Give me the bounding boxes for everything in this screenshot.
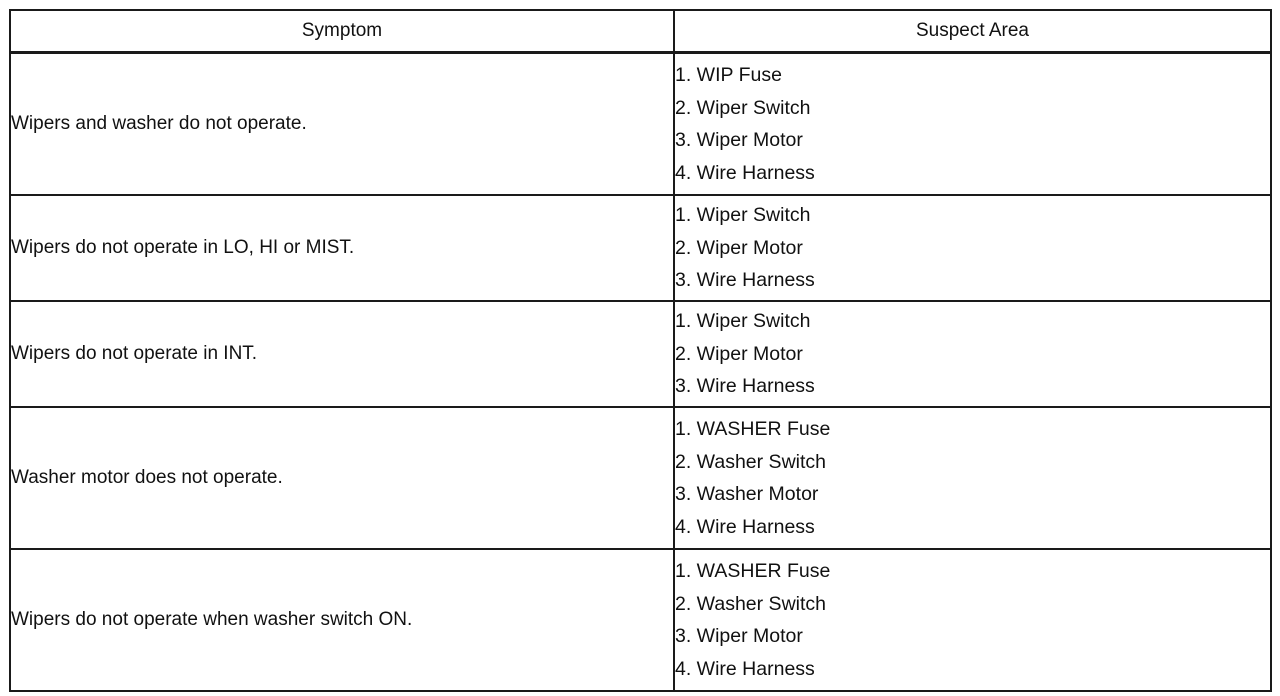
symptom-cell: Wipers and washer do not operate. [10,53,674,196]
suspect-item: 3. Wire Harness [675,375,815,398]
suspect-item: 4. Wire Harness [675,161,815,184]
troubleshooting-table [9,9,1272,692]
suspect-item: 3. Wire Harness [675,269,815,292]
suspect-list [675,199,1270,297]
suspect-item: 2. Wiper Switch [675,96,811,119]
symptom-cell: Wipers do not operate in INT. [10,301,674,407]
table-row [10,407,1271,549]
symptom-cell: Wipers do not operate when washer switch ON. [10,549,674,691]
suspect-area-cell [674,407,1271,549]
suspect-list [675,555,1270,685]
header-row [10,10,1271,53]
suspect-item: 2. Washer Switch [675,592,826,615]
suspect-item: 1. WASHER Fuse [675,418,831,440]
suspect-item: 3. Wiper Motor [675,625,803,647]
suspect-item: 2. Washer Switch [675,450,826,473]
suspect-area-cell [674,549,1271,691]
suspect-item: 1. WIP Fuse [675,64,782,86]
table-row [10,195,1271,301]
suspect-item: 4. Wire Harness [675,657,815,680]
suspect-area-cell [674,195,1271,301]
symptom-cell: Wipers do not operate in LO, HI or MIST. [10,195,674,301]
table-row [10,301,1271,407]
suspect-item: 3. Wiper Motor [675,129,803,151]
suspect-list [675,59,1270,189]
table-row [10,53,1271,196]
symptom-header: Symptom [10,10,674,53]
suspect-list [675,305,1270,403]
suspect-area-cell [674,301,1271,407]
suspect-item: 4. Wire Harness [675,515,815,538]
suspect-item: 1. Wiper Switch [675,204,811,227]
suspect-item: 1. Wiper Switch [675,310,811,333]
table-row [10,549,1271,691]
suspect-list [675,413,1270,543]
suspect-item: 3. Washer Motor [675,483,819,505]
suspect-item: 2. Wiper Motor [675,342,803,365]
suspect-area-cell [674,53,1271,196]
suspect-item: 1. WASHER Fuse [675,560,831,582]
suspect-area-header: Suspect Area [674,10,1271,53]
symptom-cell: Washer motor does not operate. [10,407,674,549]
suspect-item: 2. Wiper Motor [675,236,803,259]
